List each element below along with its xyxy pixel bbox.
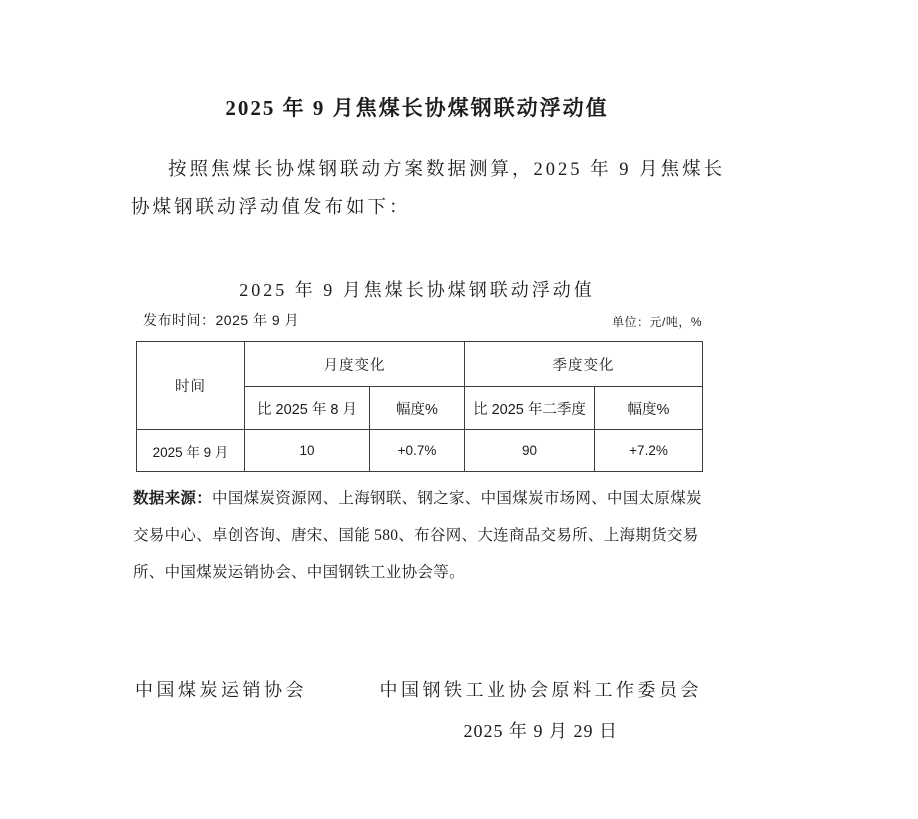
table-header-monthly-change: 月度变化	[245, 342, 465, 387]
sources-line-1	[133, 480, 711, 517]
table-header-monthly-range: 幅度%	[370, 387, 465, 430]
table-header-quarterly-range: 幅度%	[595, 387, 703, 430]
signature-block	[135, 676, 702, 743]
cell-quarterly-range: +7.2%	[595, 430, 703, 472]
publish-time-label: 发布时间：2025 年 9 月	[143, 312, 300, 328]
intro-paragraph	[131, 151, 731, 227]
table-title: 2025 年 9 月焦煤长协煤钢联动浮动值	[239, 280, 595, 300]
table-header-vs-august: 比 2025 年 8 月	[245, 387, 370, 430]
table-header-quarterly-change: 季度变化	[465, 342, 703, 387]
table-row	[137, 430, 703, 472]
data-sources-paragraph	[133, 480, 711, 591]
intro-line-2: 协煤钢联动浮动值发布如下：	[131, 198, 411, 218]
sources-line-2: 交易中心、卓创咨询、唐宋、国能 580、布谷网、大连商品交易所、上海期货交易	[133, 527, 699, 544]
signature-right-block	[380, 676, 703, 743]
table-meta-row	[136, 310, 702, 330]
cell-monthly-range: +0.7%	[370, 430, 465, 472]
cell-quarterly-change: 90	[465, 430, 595, 472]
document-title: 2025 年 9 月焦煤长协煤钢联动浮动值	[225, 96, 609, 121]
linkage-value-table	[136, 341, 703, 472]
table-header-time: 时间	[137, 342, 245, 430]
cell-time: 2025 年 9 月	[137, 430, 245, 472]
signature-left-org: 中国煤炭运销协会	[135, 680, 307, 700]
cell-monthly-change: 10	[245, 430, 370, 472]
sources-line-3: 所、中国煤炭运销协会、中国钢铁工业协会等。	[133, 564, 465, 581]
table-group-header-row	[137, 342, 703, 387]
unit-label: 单位：元/吨，%	[611, 315, 702, 329]
sources-line-1-text: 中国煤炭资源网、上海钢联、钢之家、中国煤炭市场网、中国太原煤炭	[212, 490, 702, 507]
sources-label: 数据来源：	[133, 490, 213, 507]
signature-right-org: 中国钢铁工业协会原料工作委员会	[379, 680, 702, 700]
signature-date: 2025 年 9 月 29 日	[463, 721, 618, 741]
table-header-vs-q2: 比 2025 年二季度	[465, 387, 595, 430]
intro-line-1: 按照焦煤长协煤钢联动方案数据测算，2025 年 9 月焦煤长	[168, 160, 726, 180]
